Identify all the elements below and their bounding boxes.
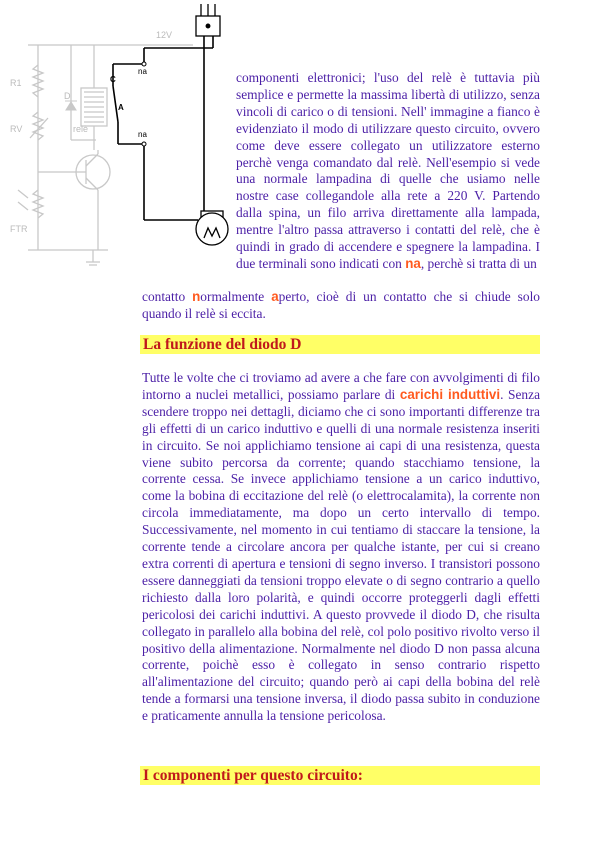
label-ftr: FTR (10, 224, 28, 234)
section-heading-components: I componenti per questo circuito: (140, 766, 540, 785)
relay-circuit-diagram (8, 0, 240, 270)
intro-text: componenti elettronici; l'uso del relè è tuttavia più semplice e permette la massima libertà di utilizzo, senza vincoli di carico o di tensioni. Nell' immagine a fianco è evidenziato il modo di utilizzare questo circuito, ovvero come deve essere collegato un utilizzatore esterno perchè venga comandato dal relè. Nell'esempio si vede una normale lampadina di quelle che usiamo nelle nostre case collegandole alla rete a 220 V. Partendo dalla spina, un filo arriva direttamente alla lampada, mentre l'altro passa attraverso i contatti del relè, che è quindi in grado di accendere e spegnere la lampadina. I due terminali sono indicati con (236, 70, 540, 271)
inductive-loads-highlight: carichi induttivi (399, 386, 501, 402)
label-na-top: na (138, 67, 147, 76)
intro-paragraph (236, 70, 540, 273)
label-a: A (118, 103, 124, 112)
intro-paragraph-continued: contatto normalmente aperto, cioè di un contatto che si chiude solo quando il relè si eccita. (142, 289, 540, 321)
label-r1: R1 (10, 78, 22, 88)
n-highlight: n (192, 289, 201, 304)
label-d: D (64, 91, 71, 101)
section-heading-diode: La funzione del diodo D (140, 335, 540, 354)
label-na-bottom: na (138, 130, 147, 139)
na-highlight: na (405, 255, 421, 271)
label-rele: relè (73, 124, 89, 134)
label-12v: 12V (156, 30, 173, 40)
diode-paragraph: Tutte le volte che ci troviamo ad avere a che fare con avvolgimenti di filo intorno a nuclei metallici, possiamo parlare di carichi induttivi. Senza scendere troppo nei dettagli, diciamo che ci sono importanti differenze tra gli effetti di un carico induttivo e quelli di una normale resistenza inseriti in circuito. Se noi applichiamo tensione ai capi di una resistenza, questa viene subito percorsa da corrente; quando stacchiamo tensione, la corrente cessa. Se invece applichiamo tensione a un carico induttivo, come la bobina di eccitazione del relè (o elettrocalamita), la corrente non circola immediatamente, ma dopo un certo intervallo di tempo. Successivamente, nel momento in cui tentiamo di staccare la tensione, la corrente tende a circolare ancora per qualche istante, per cui si creano extra correnti di apertura e tensioni di segno inverso. I transistori possono essere danneggiati da tensioni troppo elevate o di segno contrario a quello richiesto dalla loro polarità, e quindi occorre proteggerli dagli effetti pericolosi dei carichi induttivi. A questo provvede il diodo D, che risulta collegato in parallelo alla bobina del relè, col polo positivo rivolto verso il positivo della alimentazione. Normalmente nel diodo D non passa alcuna corrente, poichè esso è collegato in senso contrario rispetto all'alimentazione del circuito; quando però ai capi della bobina del relè tende a formarsi una tensione inversa, il diodo passa subito in conduzione e praticamente annulla la tensione pericolosa. (142, 370, 541, 724)
label-rv: RV (10, 124, 23, 134)
intro-text-tail: , perchè si tratta di un (420, 255, 537, 271)
label-c: C (110, 75, 116, 84)
a-highlight: a (271, 289, 279, 304)
